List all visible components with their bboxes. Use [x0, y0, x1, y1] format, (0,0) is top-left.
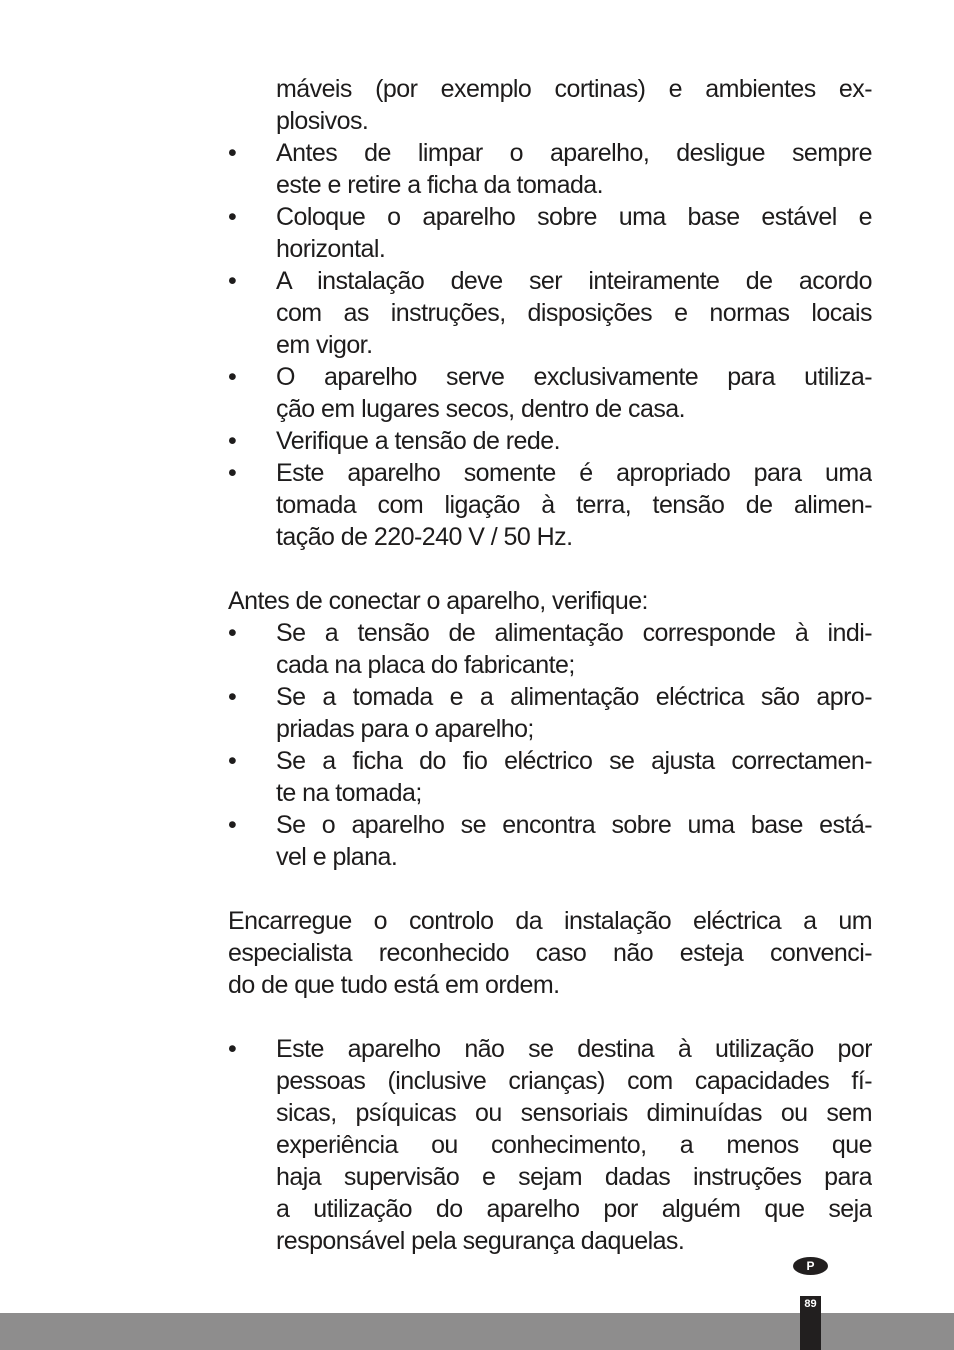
line-text: cada na placa do fabricante; — [276, 651, 575, 679]
bullet-icon: • — [228, 811, 237, 839]
list-item-line — [228, 745, 872, 777]
list-item-line — [228, 73, 872, 105]
list-item-line — [228, 841, 872, 873]
blank-line — [228, 1001, 872, 1033]
line-text: do de que tudo está em ordem. — [228, 971, 560, 999]
list-item-line — [228, 1033, 872, 1065]
paragraph-line — [228, 585, 872, 617]
list-item-line — [228, 521, 872, 553]
bullet-icon: • — [228, 139, 237, 167]
line-text: com as instruções, disposições e normas locais — [276, 299, 872, 327]
list-item-line — [228, 809, 872, 841]
bullet-icon: • — [228, 1035, 237, 1063]
list-item-line — [228, 201, 872, 233]
paragraph-line — [228, 937, 872, 969]
line-text: Verifique a tensão de rede. — [276, 427, 560, 455]
list-item-line — [228, 105, 872, 137]
list-item-line — [228, 361, 872, 393]
line-text: O aparelho serve exclusivamente para utiliza- — [276, 363, 872, 391]
bullet-icon: • — [228, 203, 237, 231]
bullet-icon: • — [228, 363, 237, 391]
list-item-line — [228, 457, 872, 489]
document-body — [228, 73, 872, 1257]
line-text: experiência ou conhecimento, a menos que — [276, 1131, 872, 1159]
line-text: ção em lugares secos, dentro de casa. — [276, 395, 686, 423]
line-text: Este aparelho não se destina à utilização por — [276, 1035, 872, 1063]
line-text: em vigor. — [276, 331, 373, 359]
line-text: responsável pela segurança daquelas. — [276, 1227, 685, 1255]
list-item-line — [228, 137, 872, 169]
list-item-line — [228, 713, 872, 745]
blank-line — [228, 553, 872, 585]
line-text: Se a tensão de alimentação corresponde à indi- — [276, 619, 872, 647]
list-item-line — [228, 425, 872, 457]
line-text: plosivos. — [276, 107, 369, 135]
list-item-line — [228, 265, 872, 297]
blank-line — [228, 873, 872, 905]
bullet-icon: • — [228, 683, 237, 711]
list-item-line — [228, 1097, 872, 1129]
line-text: vel e plana. — [276, 843, 398, 871]
language-badge: P — [793, 1257, 828, 1275]
line-text: tação de 220-240 V / 50 Hz. — [276, 523, 573, 551]
list-item-line — [228, 649, 872, 681]
line-text: a utilização do aparelho por alguém que seja — [276, 1195, 872, 1223]
bullet-icon: • — [228, 459, 237, 487]
line-text: Coloque o aparelho sobre uma base estável e — [276, 203, 872, 231]
line-text: Antes de conectar o aparelho, verifique: — [228, 587, 648, 615]
line-text: haja supervisão e sejam dadas instruções para — [276, 1163, 872, 1191]
list-item-line — [228, 1193, 872, 1225]
list-item-line — [228, 297, 872, 329]
line-text: sicas, psíquicas ou sensoriais diminuídas ou sem — [276, 1099, 872, 1127]
line-text: te na tomada; — [276, 779, 422, 807]
list-item-line — [228, 233, 872, 265]
line-text: A instalação deve ser inteiramente de acordo — [276, 267, 872, 295]
list-item-line — [228, 489, 872, 521]
line-text: máveis (por exemplo cortinas) e ambientes ex- — [276, 75, 872, 103]
line-text: Este aparelho somente é apropriado para uma — [276, 459, 872, 487]
list-item-line — [228, 169, 872, 201]
line-text: Se a tomada e a alimentação eléctrica são apro- — [276, 683, 872, 711]
list-item-line — [228, 1129, 872, 1161]
list-item-line — [228, 617, 872, 649]
line-text: tomada com ligação à terra, tensão de alimen- — [276, 491, 872, 519]
bullet-icon: • — [228, 427, 237, 455]
list-item-line — [228, 1161, 872, 1193]
line-text: horizontal. — [276, 235, 386, 263]
list-item-line — [228, 1065, 872, 1097]
page-number: 89 — [804, 1298, 817, 1310]
paragraph-line — [228, 905, 872, 937]
line-text: pessoas (inclusive crianças) com capacidades fí- — [276, 1067, 872, 1095]
line-text: priadas para o aparelho; — [276, 715, 534, 743]
line-text: Se a ficha do fio eléctrico se ajusta correctamen- — [276, 747, 872, 775]
paragraph-line — [228, 969, 872, 1001]
line-text: Se o aparelho se encontra sobre uma base está- — [276, 811, 872, 839]
bullet-icon: • — [228, 619, 237, 647]
list-item-line — [228, 777, 872, 809]
bullet-icon: • — [228, 267, 237, 295]
list-item-line — [228, 329, 872, 361]
line-text: Encarregue o controlo da instalação eléctrica a um — [228, 907, 872, 935]
line-text: este e retire a ficha da tomada. — [276, 171, 604, 199]
line-text: Antes de limpar o aparelho, desligue sempre — [276, 139, 872, 167]
list-item-line — [228, 681, 872, 713]
line-text: especialista reconhecido caso não esteja convenci- — [228, 939, 872, 967]
bullet-icon: • — [228, 747, 237, 775]
list-item-line — [228, 393, 872, 425]
list-item-line — [228, 1225, 872, 1257]
